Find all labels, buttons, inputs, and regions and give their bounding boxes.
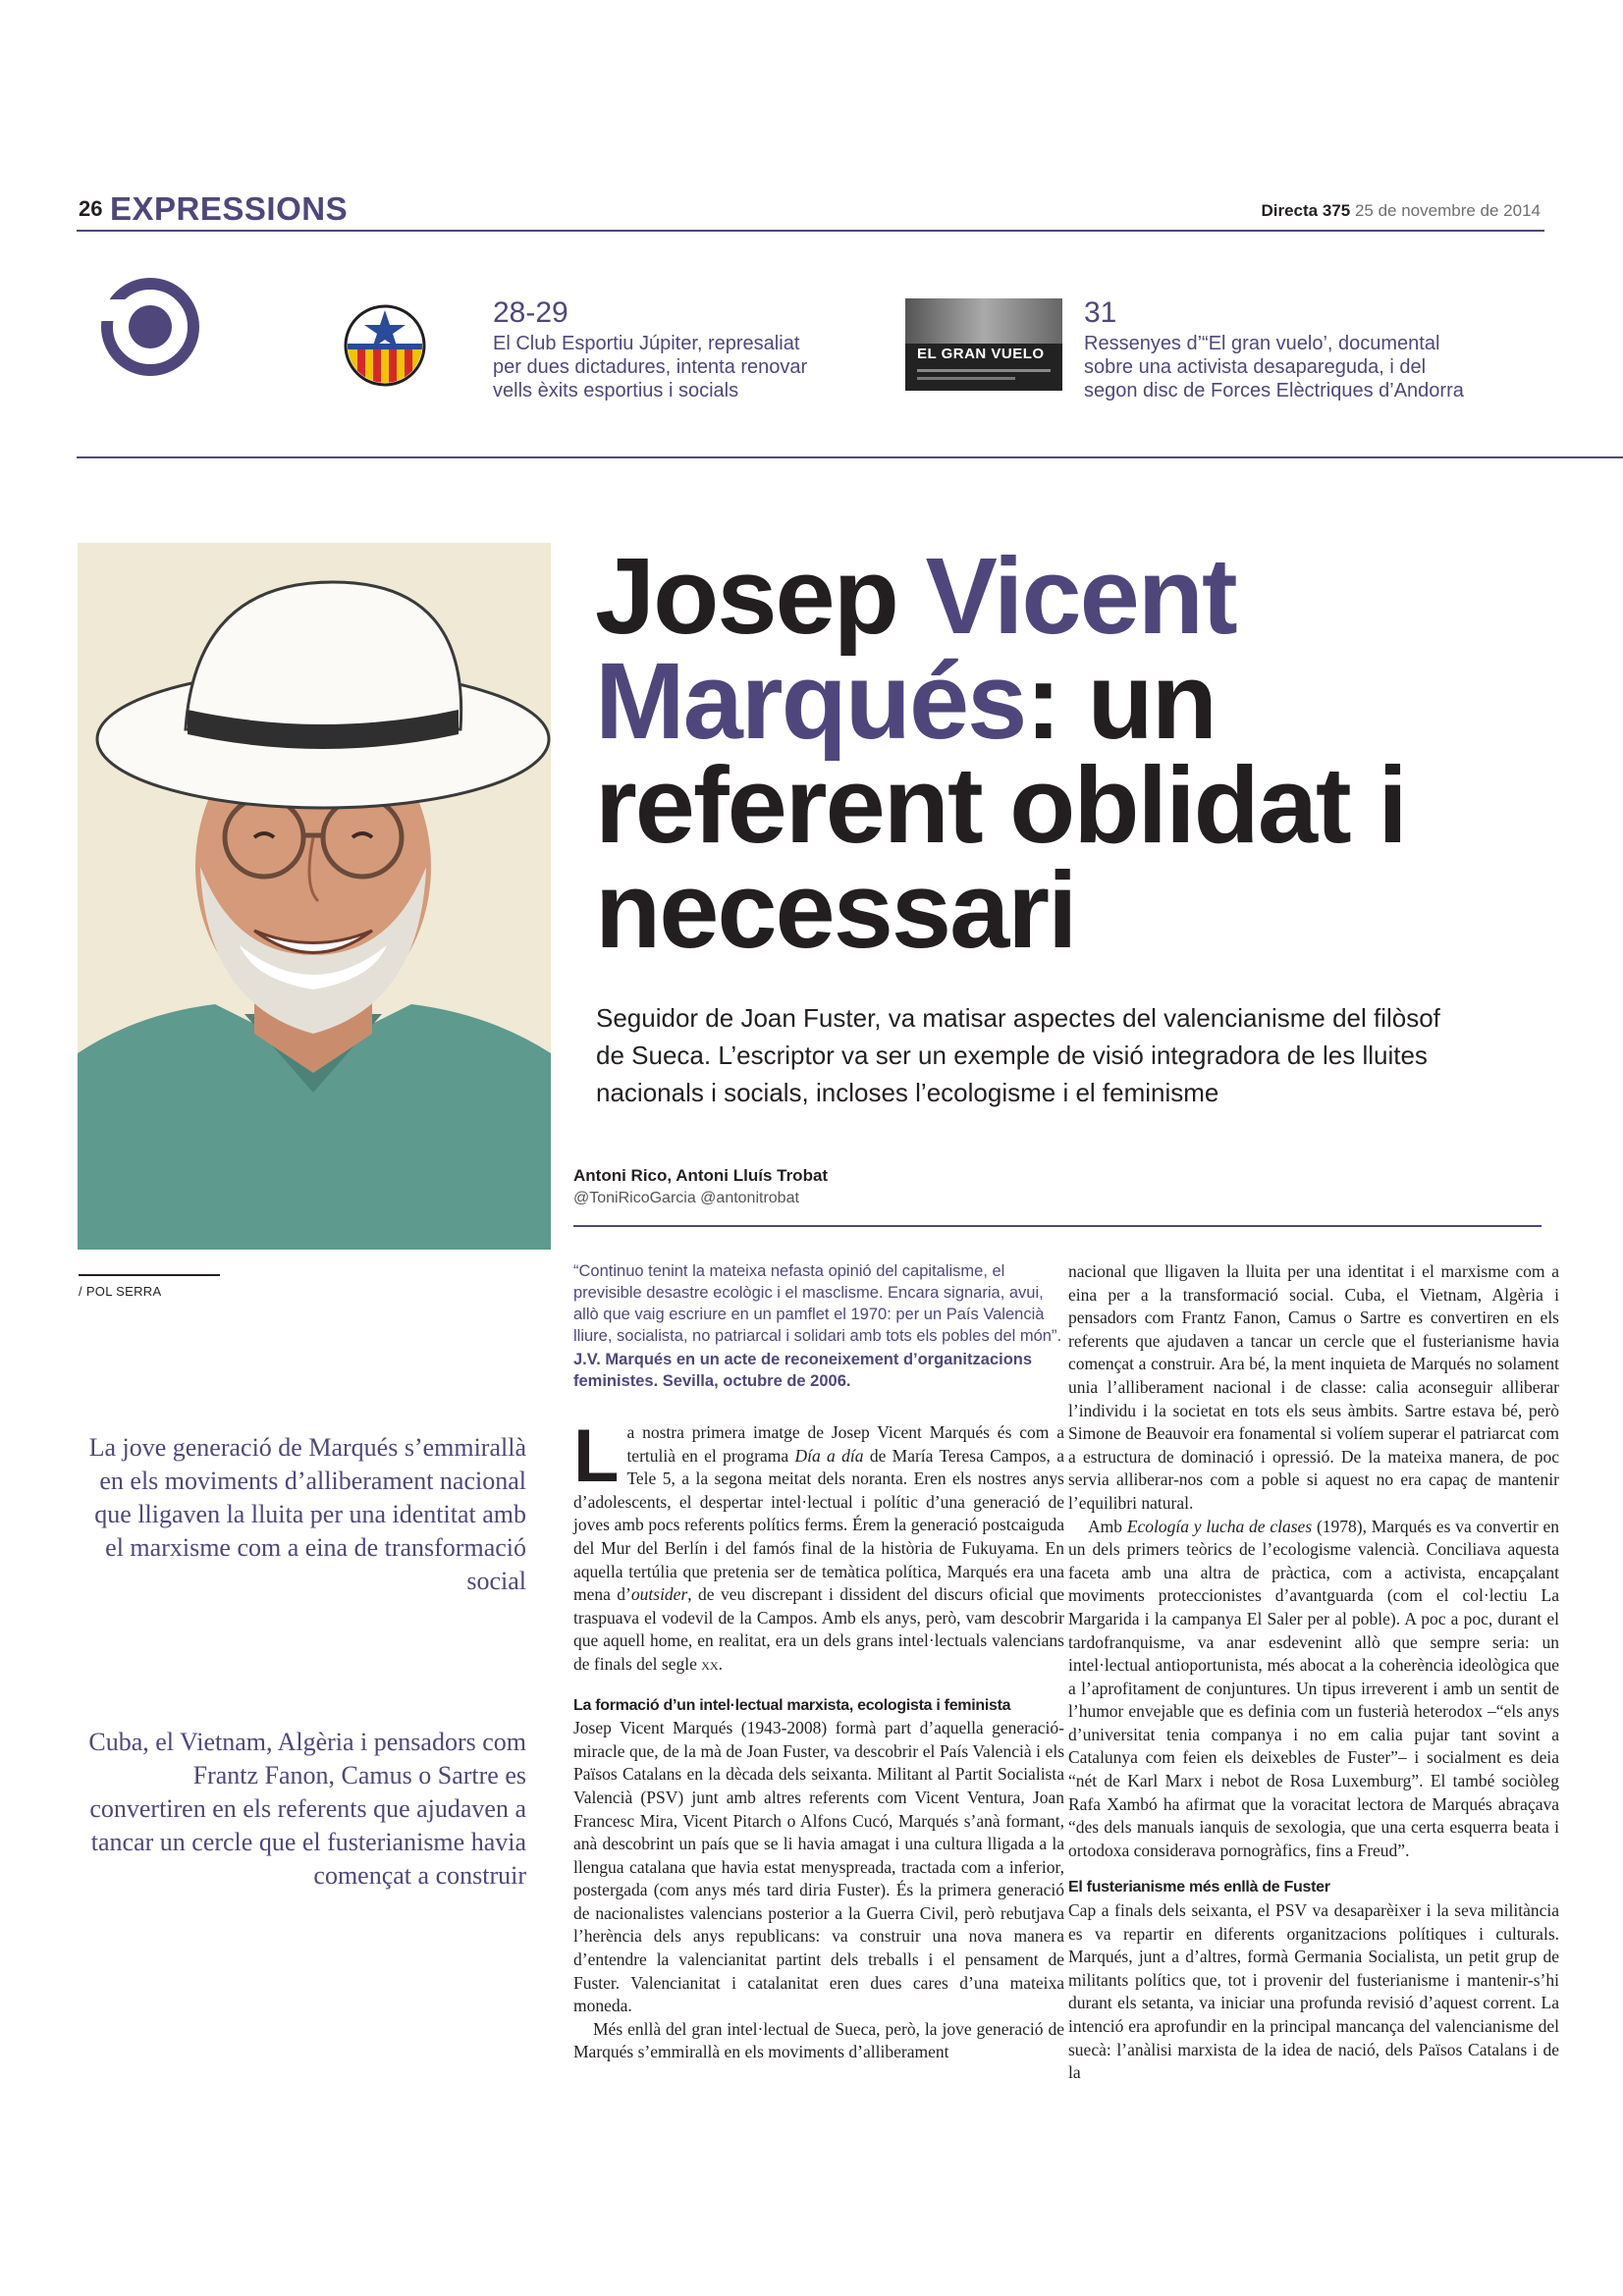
text-run: . [718, 1653, 723, 1674]
teaser-line: Ressenyes d’“El gran vuelo’, documental [1084, 333, 1440, 354]
film-title-text: EL GRAN VUELO [917, 346, 1045, 362]
text-run: a nostra primera imatge de Josep Vicent Marqués és com a tertulià en el programa [626, 1422, 1064, 1466]
teaser-line: sobre una activista desapareguda, i del [1084, 356, 1427, 378]
article-column-2 [1068, 1260, 1559, 2085]
publication-name: Directa 375 [1261, 201, 1351, 220]
article-paragraph: Més enllà del gran intel·lectual de Sueca, però, la jove generació de Marqués s’emmirallà en els moviments d’alliberament [573, 2018, 1064, 2062]
article-paragraph [573, 1415, 1064, 1677]
teaser-line: vells èxits esportius i socials [493, 380, 739, 401]
text-run: , de veu discrepant i dissident del discurs oficial que traspuava el vodevil de la Campos. Amb els anys, però, vam descobrir que aquell home, en realitat, era un dels grans intel·lectuals valencians de finals del segle [573, 1584, 1064, 1674]
byline-handles: @ToniRicoGarcia @antonitrobat [573, 1190, 799, 1206]
headline [595, 536, 1557, 972]
teaser-text [1084, 332, 1496, 402]
credit-rule [79, 1274, 220, 1276]
standfirst: Seguidor de Joan Fuster, va matisar aspectes del valencianisme del filòsof de Sueca. L’escriptor va ser un exemple de visió integradora de les lluites nacionals i socials, incloses l’ecologisme i el feminisme [596, 1003, 1440, 1107]
headline-part: Josep [595, 536, 926, 657]
dropcap: L [573, 1415, 620, 1498]
headline-accent: Marqués [595, 640, 1026, 762]
epigraph-source: J.V. Marqués en un acte de reconeixement d’organitzacions feministes. Sevilla, octubre de 2006. [573, 1351, 1033, 1390]
article-paragraph: Josep Vicent Marqués (1943-2008) formà part d’aquella generació-miracle que, de la mà de Joan Fuster, va descobrir el País Valencià i els Països Catalans en la dècada dels seixanta. Militant al Partit Socialista Valencià (PSV) junt amb altres referents com Vicent Ventura, Joan Francesc Mira, Vicent Pitarch o Alfons Cucó, Marqués s’anà formant, anà descobrint un país que se li havia amagat i una cultura lligada a la llengua catalana que havia estat menyspreada, tractada com a inferior, postergada (com anys més tard diria Fuster). És la primera generació de nacionalistes valencians posterior a la Guerra Civil, però rebutjava l’herència dels anys republicans: va construir una nova manera d’entendre la valencianitat partint dels treballs i el pensament de Fuster. Valencianitat i catalanitat eren dues cares d’una mateixa moneda. [573, 1718, 1064, 2016]
article-paragraph [1068, 1516, 1559, 1863]
text-run: (1978), Marqués es va convertir en un dels primers teòrics de l’ecologisme valencià. Conciliava aquesta faceta amb una altra de pràctica, com a activista, encapçalant moviments proteccionistes d’avantguarda (com el col·lectiu La Margarida i la campanya El Saler per al poble). A poc a poc, durant el tardofranquisme, va anar esdevenint allò que sempre seria: un intel·lectual antioportunista, més abocat a la coherència ideològica que a l’aprofitament de conjuntures. Un tipus irreverent i amb un sentit de l’humor envejable que es definia com un fusterià heterodox –“els anys d’universitat tenia companya i no em calia pujar tant sovint a Catalunya com feien els deixebles de Fuster”– i socialment es deia “nét de Karl Marx i nebot de Rosa Luxemburg”. El també sociòleg Rafa Xambó ha afirmat que la voracitat lectora de Marqués abraçava “des dels manuals ianquis de sexologia, que una certa esquerra beata i ortodoxa considerava pornogràfics, fins a Freud”. [1068, 1516, 1559, 1860]
epigraph-quote: “Continuo tenint la mateixa nefasta opinió del capitalisme, el previsible desastre ecològic i el masclisme. Encara signaria, avui, allò que vaig escriure en un pamflet el 1970: per un País Valencià lliure, socialista, no patriarcal i solidari amb tots els pobles del món”. [573, 1262, 1062, 1345]
issue-info [1261, 201, 1541, 221]
text-run: Amb [1088, 1516, 1127, 1536]
text-run: de María Teresa Campos, a Tele 5, a la segona meitat dels noranta. Eren els nostres anys d’adolescents, el despertar intel·lectual i polític d’una generació de joves amb pocs referents polítics ferms. Érem la generació postcaiguda del Mur del Berlín i del famós final de la història de Fukuyama. En aquella tertúlia que pretenia ser de temàtica política, Marqués era una mena d’ [573, 1445, 1064, 1605]
header-rule [77, 230, 1544, 232]
pull-quote: La jove generació de Marqués s’emmirallà en els moviments d’alliberament nacional que lligaven la lluita per una identitat amb el marxisme com a eina de transformació social [88, 1433, 526, 1595]
teaser-text [493, 332, 846, 402]
text-run: Día a día [794, 1445, 864, 1466]
text-run: outsider [630, 1584, 688, 1605]
teaser-pages: 31 [1084, 296, 1117, 329]
text-run: Ecología y lucha de clases [1126, 1516, 1313, 1536]
issue-date: 25 de novembre de 2014 [1354, 201, 1541, 220]
byline-rule [573, 1225, 1542, 1227]
epigraph [573, 1260, 1064, 1392]
subheading: El fusterianisme més enllà de Fuster [1068, 1879, 1330, 1896]
article-paragraph: Cap a finals dels seixanta, el PSV va desaparèixer i la seva militància es va repartir en diferents organitzacions polítiques i culturals. Marqués, junt a d’altres, formà Germania Socialista, un petit grup de militants polítics que, tot i provenir del fusterianisme i mantenir-s’hi durant els setanta, va iniciar una profunda revisió d’aquest corrent. La intenció era aprofundir en la principal mancança del valencianisme del suecà: l’anàlisi marxista de la idea de nació, dels Països Catalans i de la [1068, 1900, 1559, 2083]
teaser-pages: 28-29 [493, 296, 568, 329]
headline-accent: Vicent [925, 536, 1236, 657]
film-thumbnail [905, 298, 1062, 391]
portrait-illustration [78, 543, 551, 1250]
teaser-line: segon disc de Forces Elèctriques d’Andorra [1084, 380, 1464, 401]
article-paragraph: nacional que lligaven la lluita per una identitat i el marxisme com a eina per a la transformació social. Cuba, el Vietnam, Algèria i pensadors com Frantz Fanon, Camus o Sartre es convertiren en els referents que ajudaven a tancar un cercle que el fusterianisme havia començat a construir. Ara bé, la ment inquieta de Marqués no solament unia l’alliberament nacional i de classe: calia aconseguir alliberar l’individu i la societat en tots els seus àmbits. Sartre estava bé, però Simone de Beauvoir era fonamental si volíem superar el patriarcat com a estructura de dominació i opressió. De la mateixa manera, de poc servia alliberar-nos com a poble si aquest no era capaç de mantenir l’equilibri natural. [1068, 1261, 1559, 1513]
article-column-1 [573, 1260, 1064, 2064]
text-run: xx [701, 1653, 719, 1674]
byline-authors: Antoni Rico, Antoni Lluís Trobat [573, 1166, 829, 1185]
section-logo-icon [98, 275, 202, 379]
section-title: EXPRESSIONS [110, 190, 349, 227]
teaser-line: El Club Esportiu Júpiter, represaliat [493, 333, 800, 354]
teaser-line: per dues dictadures, intenta renovar [493, 356, 808, 378]
page-number: 26 [79, 196, 103, 221]
subheading: La formació d’un intel·lectual marxista, ecologista i feminista [573, 1696, 1011, 1714]
headline-part: : un referent oblidat i necessari [595, 640, 1406, 972]
club-crest-icon [344, 296, 426, 391]
photo-credit: / POL SERRA [79, 1284, 162, 1299]
teasers-rule [77, 456, 1623, 458]
pull-quote: Cuba, el Vietnam, Algèria i pensadors com Frantz Fanon, Camus o Sartre es convertiren en els referents que ajudaven a tancar un cercle que el fusterianisme havia començat a construir [88, 1728, 526, 1890]
